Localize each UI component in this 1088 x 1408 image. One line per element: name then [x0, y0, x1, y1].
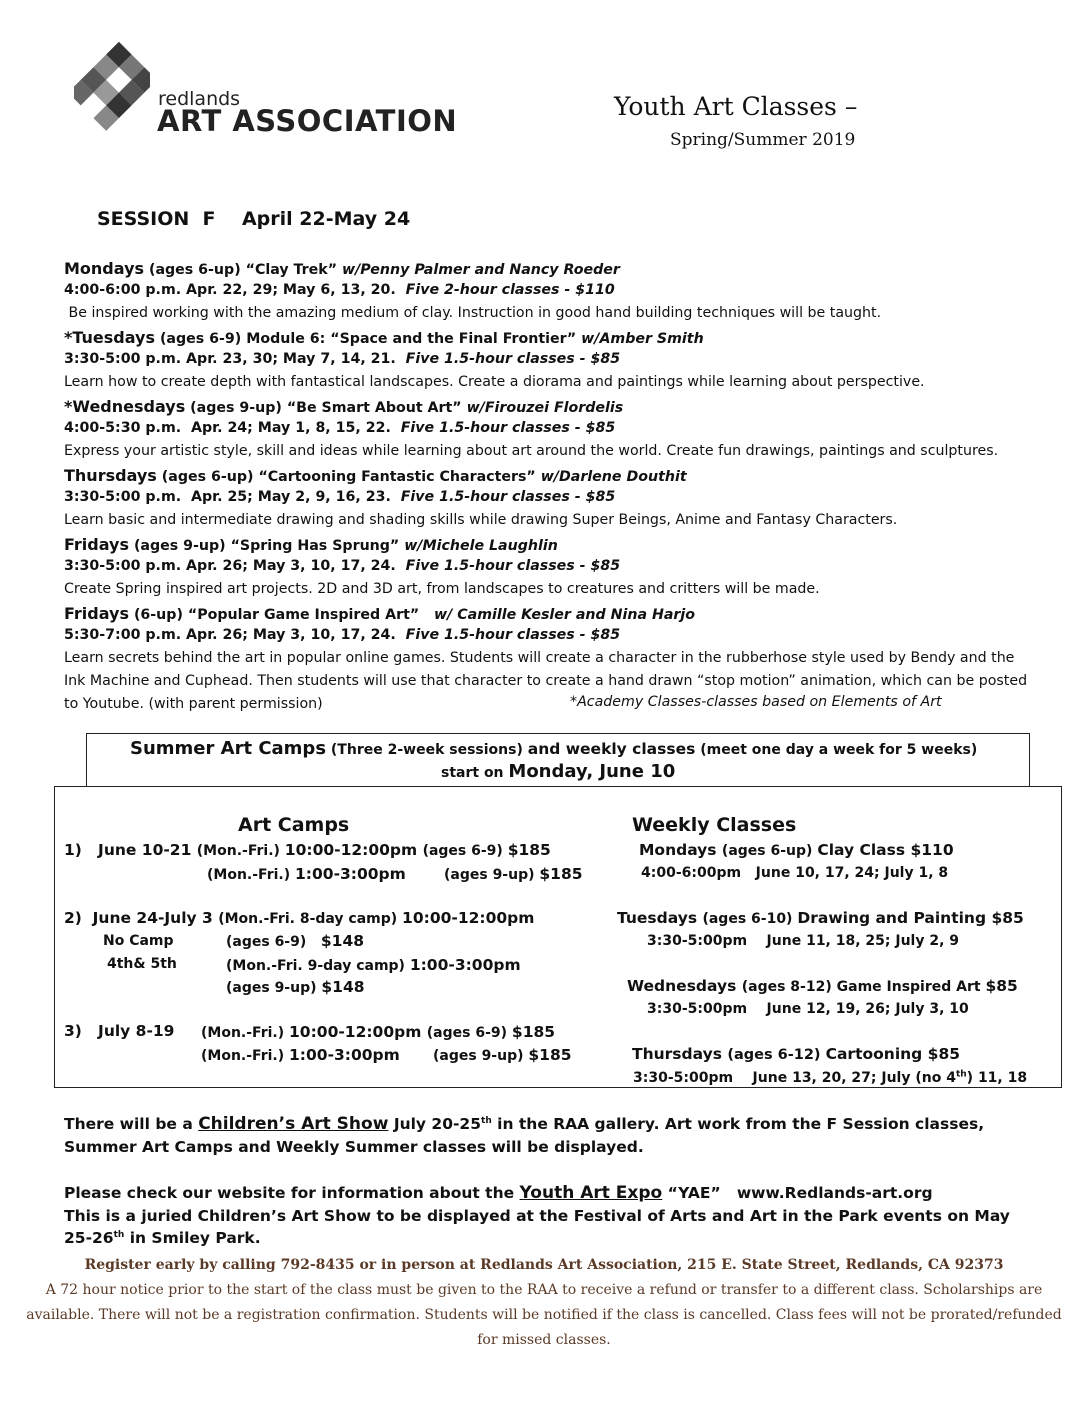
summer-header-line2: start on Monday, June 10: [441, 761, 676, 782]
weekly-tuesday-time: 3:30-5:00pm June 11, 18, 25; July 2, 9: [647, 933, 960, 949]
weekly-thursday-time: 3:30-5:00pm June 13, 20, 27; July (no 4th) 11, 18: [633, 1069, 1028, 1086]
no-camp-label: No Camp: [103, 933, 174, 949]
weekly-tuesday: Tuesdays (ages 6-10) Drawing and Painting $85: [617, 909, 1024, 927]
class-schedule: 3:30-5:00 p.m. Apr. 25; May 2, 9, 16, 23. Five 1.5-hour classes - $85: [64, 489, 616, 505]
page-subtitle: Spring/Summer 2019: [670, 130, 856, 150]
expo-notice-line3: 25-26th in Smiley Park.: [64, 1229, 261, 1247]
class-heading: Thursdays (ages 6-up) “Cartooning Fantastic Characters” w/Darlene Douthit: [64, 466, 687, 485]
camp-2-price1: (ages 6-9) $148: [226, 932, 365, 950]
camp-1b-price: (ages 9-up) $185: [444, 865, 583, 883]
page-title: Youth Art Classes –: [614, 92, 858, 121]
register-notice: Register early by calling 792-8435 or in person at Redlands Art Association, 215 E. State Street, Redlands, CA 92373: [84, 1257, 1004, 1273]
session-title: SESSION F April 22-May 24: [97, 208, 411, 230]
childrens-art-show-link: Children’s Art Show: [198, 1114, 389, 1134]
weekly-wednesday: Wednesdays (ages 8-12) Game Inspired Art $85: [627, 977, 1018, 995]
art-camps-title: Art Camps: [238, 814, 350, 836]
class-schedule: 4:00-6:00 p.m. Apr. 22, 29; May 6, 13, 20. Five 2-hour classes - $110: [64, 282, 615, 298]
camp-1-row: 1) June 10-21 (Mon.-Fri.) 10:00-12:00pm (ages 6-9) $185: [64, 841, 551, 859]
logo-small-text: redlands: [158, 88, 241, 110]
camp-1b-row: (Mon.-Fri.) 1:00-3:00pm: [207, 865, 406, 883]
camp-3b-row: (Mon.-Fri.) 1:00-3:00pm: [201, 1046, 400, 1064]
camp-3-row: (Mon.-Fri.) 10:00-12:00pm (ages 6-9) $185: [201, 1023, 556, 1041]
class-description: Learn basic and intermediate drawing and shading skills while drawing Super Beings, Anime and Fantasy Characters.: [64, 512, 898, 528]
weekly-thursday: Thursdays (ages 6-12) Cartooning $85: [632, 1045, 961, 1063]
logo-mark-icon: [68, 42, 150, 132]
class-heading: *Tuesdays (ages 6-9) Module 6: “Space and the Final Frontier” w/Amber Smith: [64, 328, 704, 347]
expo-notice-line1: Please check our website for information about the Youth Art Expo “YAE” www.Redlands-art.org: [64, 1183, 933, 1203]
youth-art-expo-link: Youth Art Expo: [519, 1183, 663, 1203]
class-description: Ink Machine and Cuphead. Then students will use that character to create a hand drawn “stop motion” animation, which can be posted: [64, 673, 1028, 689]
art-show-notice-line1: There will be a Children’s Art Show July 20-25th in the RAA gallery. Art work from the F Session classes,: [64, 1114, 985, 1134]
class-description: Be inspired working with the amazing medium of clay. Instruction in good hand building techniques will be taught.: [64, 305, 882, 321]
class-schedule: 5:30-7:00 p.m. Apr. 26; May 3, 10, 17, 24. Five 1.5-hour classes - $85: [64, 627, 621, 643]
weekly-wednesday-time: 3:30-5:00pm June 12, 19, 26; July 3, 10: [647, 1001, 969, 1017]
class-schedule: 4:00-5:30 p.m. Apr. 24; May 1, 8, 15, 22. Five 1.5-hour classes - $85: [64, 420, 616, 436]
class-description: Express your artistic style, skill and ideas while learning about art around the world. Create fun drawings, paintings and sculptures.: [64, 443, 999, 459]
camp-2b-row: (Mon.-Fri. 9-day camp) 1:00-3:00pm: [226, 956, 521, 974]
refund-policy-line3: for missed classes.: [477, 1332, 611, 1348]
weekly-classes-title: Weekly Classes: [632, 814, 797, 836]
refund-policy-line2: available. There will not be a registration confirmation. Students will be notified if the class is cancelled. Class fees will not be prorated/refunded: [26, 1307, 1062, 1323]
class-description: Learn secrets behind the art in popular online games. Students will create a character in the rubberhose style used by Bendy and the: [64, 650, 1015, 666]
class-description: Create Spring inspired art projects. 2D and 3D art, from landscapes to creatures and critters will be made.: [64, 581, 820, 597]
logo-big-text: ART ASSOCIATION: [157, 104, 458, 138]
class-description: to Youtube. (with parent permission): [64, 696, 323, 712]
academy-note: *Academy Classes-classes based on Elements of Art: [570, 694, 942, 710]
class-schedule: 3:30-5:00 p.m. Apr. 23, 30; May 7, 14, 21. Five 1.5-hour classes - $85: [64, 351, 621, 367]
art-show-notice-line2: Summer Art Camps and Weekly Summer classes will be displayed.: [64, 1138, 644, 1156]
summer-header-line1: Summer Art Camps (Three 2-week sessions) and weekly classes (meet one day a week for 5 weeks): [130, 738, 978, 759]
camp-3b-price: (ages 9-up) $185: [433, 1046, 572, 1064]
class-heading: Fridays (ages 9-up) “Spring Has Sprung” w/Michele Laughlin: [64, 535, 558, 554]
class-heading: Mondays (ages 6-up) “Clay Trek” w/Penny Palmer and Nancy Roeder: [64, 259, 620, 278]
refund-policy-line1: A 72 hour notice prior to the start of the class must be given to the RAA to receive a refund or transfer to a different class. Scholarships are: [45, 1282, 1043, 1298]
camp-2-price2: (ages 9-up) $148: [226, 978, 365, 996]
class-description: Learn how to create depth with fantastical landscapes. Create a diorama and paintings while learning about perspective.: [64, 374, 925, 390]
camp-3-label: 3) July 8-19: [64, 1022, 175, 1040]
expo-notice-line2: This is a juried Children’s Art Show to be displayed at the Festival of Arts and Art in the Park events on May: [64, 1207, 1010, 1225]
class-heading: *Wednesdays (ages 9-up) “Be Smart About Art” w/Firouzei Flordelis: [64, 397, 624, 416]
weekly-monday: Mondays (ages 6-up) Clay Class $110: [639, 841, 954, 859]
no-camp-dates: 4th& 5th: [107, 956, 177, 972]
class-heading: Fridays (6-up) “Popular Game Inspired Art” w/ Camille Kesler and Nina Harjo: [64, 604, 696, 623]
class-schedule: 3:30-5:00 p.m. Apr. 26; May 3, 10, 17, 24. Five 1.5-hour classes - $85: [64, 558, 621, 574]
camp-2-row: 2) June 24-July 3 (Mon.-Fri. 8-day camp) 10:00-12:00pm: [64, 909, 535, 927]
weekly-monday-time: 4:00-6:00pm June 10, 17, 24; July 1, 8: [641, 865, 949, 881]
